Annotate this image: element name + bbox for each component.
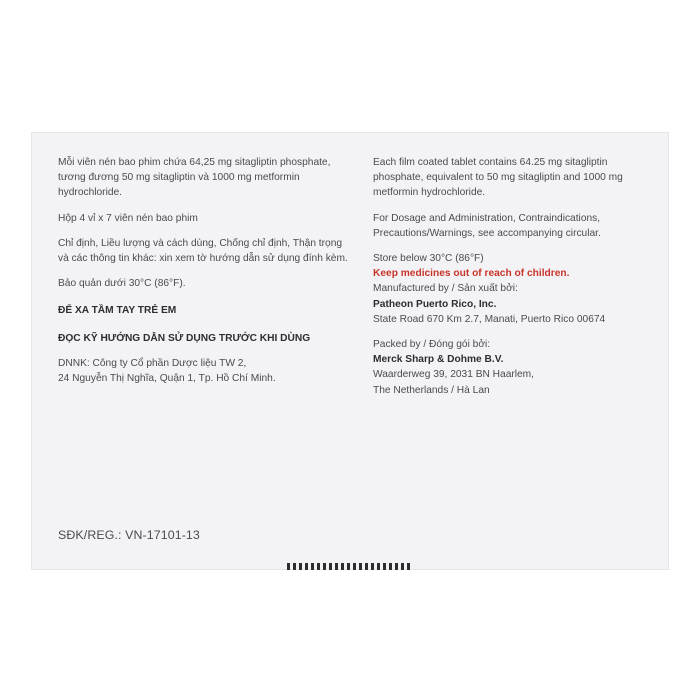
packer-address-line-1: Waarderweg 39, 2031 BN Haarlem, (373, 369, 534, 381)
english-column (373, 155, 673, 408)
composition-vi: Mỗi viên nén bao phim chứa 64,25 mg sitagliptin phosphate, tương đương 50 mg sitagliptin và 1000 mg metformin hydrochloride. (58, 157, 331, 199)
packer-name: Merck Sharp & Dohme B.V. (373, 354, 504, 366)
packer-address-line-2: The Netherlands / Hà Lan (373, 384, 490, 396)
importer-vi: DNNK: Công ty Cổ phần Dược liệu TW 2, 24 Nguyễn Thị Nghĩa, Quận 1, Tp. Hồ Chí Minh. (58, 357, 276, 385)
storage-en: Store below 30°C (86°F) (373, 253, 484, 265)
manufacturer-name: Patheon Puerto Rico, Inc. (373, 298, 497, 310)
packed-by-label: Packed by / Đóng gói bởi: (373, 339, 491, 351)
storage-manufacturer-block (373, 251, 673, 327)
storage-vi: Bảo quản dưới 30°C (86°F). (58, 278, 186, 290)
composition-en: Each film coated tablet contains 64.25 mg sitagliptin phosphate, equivalent to 50 mg sitagliptin and 1000 mg metformin hydrochloride. (373, 157, 623, 199)
print-marks (287, 563, 413, 570)
dosage-en: For Dosage and Administration, Contraindications, Precautions/Warnings, see accompanying circular. (373, 212, 601, 239)
manufactured-by-label: Manufactured by / Sản xuất bởi: (373, 283, 518, 295)
pack-size-vi: Hộp 4 vỉ x 7 viên nén bao phim (58, 212, 198, 224)
warning-children-vi: ĐỂ XA TẦM TAY TRẺ EM (58, 305, 177, 317)
warning-read-instructions-vi: ĐỌC KỸ HƯỚNG DẪN SỬ DỤNG TRƯỚC KHI DÙNG (58, 332, 311, 344)
vietnamese-column (58, 155, 378, 396)
registration-number: SĐK/REG.: VN-17101-13 (58, 528, 200, 542)
packer-block (373, 337, 673, 398)
keep-away-warning: Keep medicines out of reach of children. (373, 268, 570, 280)
manufacturer-address: State Road 670 Km 2.7, Manati, Puerto Rico 00674 (373, 313, 606, 325)
indications-vi: Chỉ định, Liều lượng và cách dùng, Chống chỉ định, Thận trọng và các thông tin khác: xin xem tờ hướng dẫn sử dụng đính kèm. (58, 237, 348, 265)
